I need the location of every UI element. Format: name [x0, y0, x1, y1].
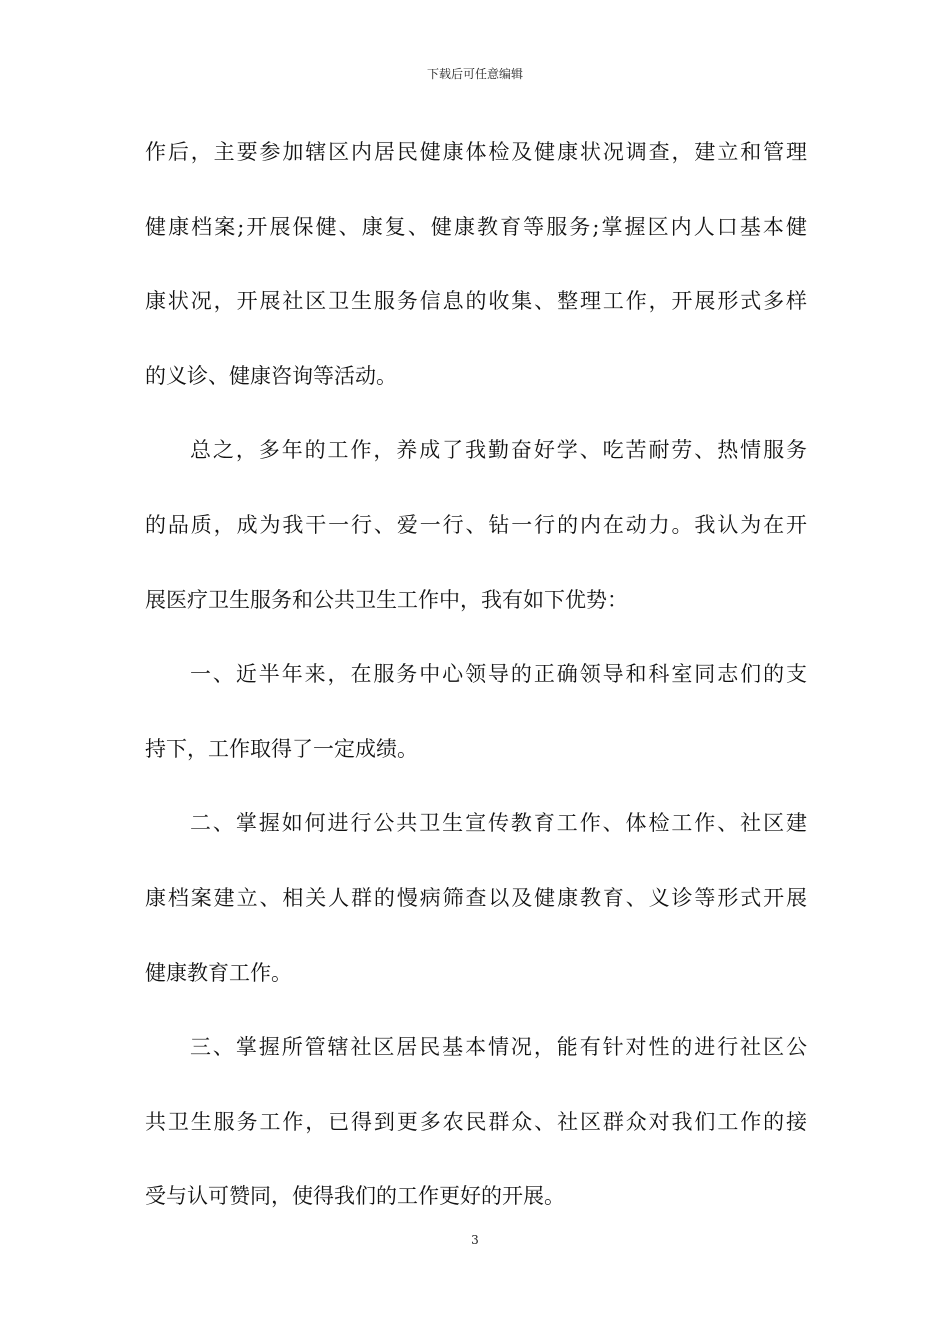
page-header: 下载后可任意编辑	[426, 67, 523, 81]
paragraph-line: 二、掌握如何进行公共卫生宣传教育工作、体检工作、社区建	[190, 811, 807, 836]
paragraph-line: 受与认可赞同，使得我们的工作更好的开展。	[145, 1184, 565, 1209]
paragraph-line: 健康档案;开展保健、康复、健康教育等服务;掌握区内人口基本健	[145, 214, 807, 239]
paragraph-line: 持下，工作取得了一定成绩。	[145, 736, 418, 761]
paragraph-line: 一、近半年来，在服务中心领导的正确领导和科室同志们的支	[190, 662, 807, 687]
paragraph-line: 共卫生服务工作，已得到更多农民群众、社区群众对我们工作的接	[145, 1109, 807, 1134]
paragraph-line: 康档案建立、相关人群的慢病筛查以及健康教育、义诊等形式开展	[145, 885, 807, 910]
paragraph-line: 作后，主要参加辖区内居民健康体检及健康状况调查，建立和管理	[145, 140, 807, 164]
paragraph-line: 三、掌握所管辖社区居民基本情况，能有针对性的进行社区公	[190, 1035, 807, 1060]
page-number: 3	[471, 1233, 479, 1247]
paragraph-line: 的义诊、健康咨询等活动。	[145, 363, 397, 388]
paragraph-line: 的品质，成为我干一行、爱一行、钻一行的内在动力。我认为在开	[145, 512, 807, 537]
paragraph-line: 康状况，开展社区卫生服务信息的收集、整理工作，开展形式多样	[145, 289, 807, 314]
paragraph-line: 健康教育工作。	[145, 960, 292, 985]
paragraph-line: 总之，多年的工作，养成了我勤奋好学、吃苦耐劳、热情服务	[190, 438, 807, 463]
document-body	[145, 132, 807, 1251]
paragraph-line: 展医疗卫生服务和公共卫生工作中，我有如下优势：	[145, 587, 628, 612]
